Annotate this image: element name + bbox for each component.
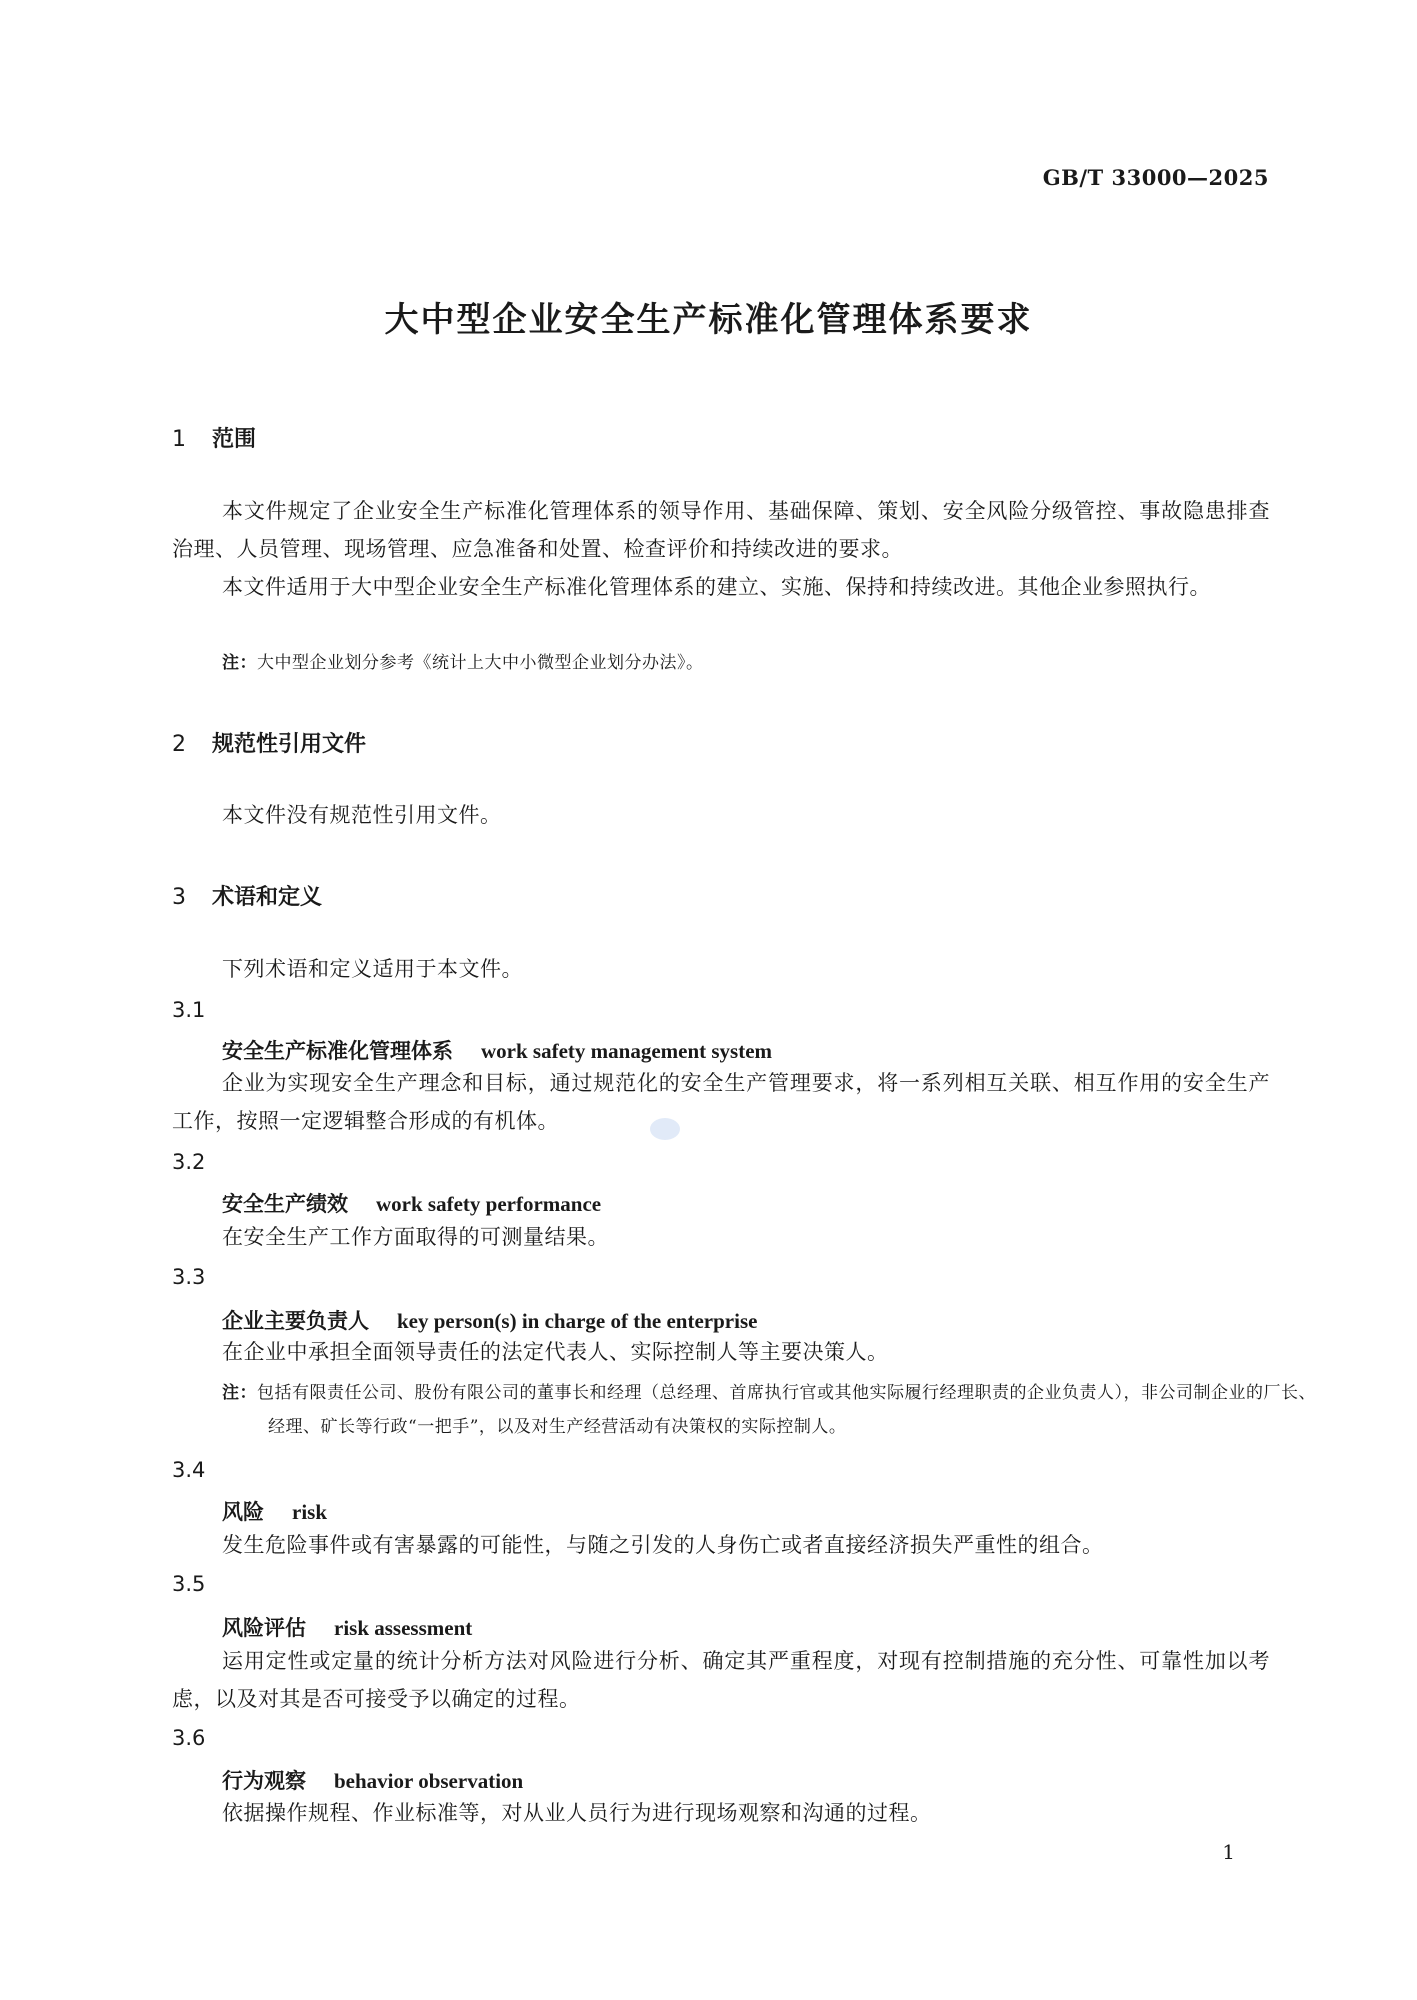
section-1-paragraph-1: 本文件规定了企业安全生产标准化管理体系的领导作用、基础保障、策划、安全风险分级管控、事故隐患排查治理、人员管理、现场管理、应急准备和处置、检查评价和持续改进的要求。 [172, 499, 1270, 561]
term-definition: 发生危险事件或有害暴露的可能性，与随之引发的人身伤亡或者直接经济损失严重性的组合。 [222, 1533, 1104, 1557]
section-title: 术语和定义 [212, 885, 323, 910]
term-number: 3.6 [172, 1726, 206, 1750]
term-english: key person(s) in charge of the enterprise [397, 1309, 758, 1333]
term-heading [222, 1765, 523, 1795]
term-definition: 在安全生产工作方面取得的可测量结果。 [222, 1225, 609, 1249]
section-2-paragraph: 本文件没有规范性引用文件。 [222, 803, 502, 827]
term-chinese: 安全生产绩效 [222, 1191, 348, 1216]
section-3-intro: 下列术语和定义适用于本文件。 [222, 957, 523, 981]
term-definition: 依据操作规程、作业标准等，对从业人员行为进行现场观察和沟通的过程。 [222, 1801, 932, 1825]
section-1-heading [172, 422, 256, 453]
term-chinese: 安全生产标准化管理体系 [222, 1038, 453, 1063]
term-definition: 企业为实现安全生产理念和目标，通过规范化的安全生产管理要求，将一系列相互关联、相互作用的安全生产工作，按照一定逻辑整合形成的有机体。 [172, 1071, 1270, 1133]
section-1-note [222, 646, 1272, 680]
section-2-heading [172, 727, 366, 758]
term-number: 3.4 [172, 1458, 206, 1482]
term-heading [222, 1035, 772, 1065]
note-text: 包括有限责任公司、股份有限公司的董事长和经理（总经理、首席执行官或其他实际履行经理职责的企业负责人），非公司制企业的厂长、经理、矿长等行政“一把手”，以及对生产经营活动有决策权的实际控制人。 [257, 1383, 1316, 1437]
section-number: 2 [172, 732, 186, 757]
standard-code: GB/T 33000—2025 [1042, 165, 1269, 190]
term-heading [222, 1612, 472, 1642]
document-title: 大中型企业安全生产标准化管理体系要求 [384, 300, 1033, 340]
term-heading [222, 1496, 327, 1526]
term-number: 3.2 [172, 1150, 206, 1174]
section-title: 规范性引用文件 [212, 732, 367, 757]
term-number: 3.5 [172, 1572, 206, 1596]
term-english: work safety management system [481, 1039, 773, 1063]
section-1-paragraph-2: 本文件适用于大中型企业安全生产标准化管理体系的建立、实施、保持和持续改进。其他企业参照执行。 [222, 575, 1211, 599]
term-english: risk [292, 1500, 328, 1524]
term-english: work safety performance [376, 1192, 602, 1216]
section-title: 范围 [212, 427, 257, 452]
note-label: 注： [222, 1383, 257, 1403]
note-label: 注： [222, 653, 257, 673]
term-heading [222, 1188, 601, 1218]
term-chinese: 企业主要负责人 [222, 1308, 369, 1333]
term-chinese: 风险 [222, 1499, 264, 1524]
term-number: 3.3 [172, 1265, 206, 1289]
term-note [222, 1376, 1318, 1444]
page-number: 1 [1222, 1840, 1235, 1864]
term-english: behavior observation [334, 1769, 524, 1793]
section-3-heading [172, 880, 322, 911]
term-definition: 运用定性或定量的统计分析方法对风险进行分析、确定其严重程度，对现有控制措施的充分性、可靠性加以考虑，以及对其是否可接受予以确定的过程。 [172, 1649, 1270, 1711]
note-text: 大中型企业划分参考《统计上大中小微型企业划分办法》。 [257, 653, 704, 673]
term-english: risk assessment [334, 1616, 473, 1640]
section-number: 1 [172, 427, 186, 452]
scan-artifact [650, 1118, 680, 1140]
term-number: 3.1 [172, 998, 206, 1022]
term-definition: 在企业中承担全面领导责任的法定代表人、实际控制人等主要决策人。 [222, 1340, 889, 1364]
term-chinese: 行为观察 [222, 1768, 306, 1793]
term-chinese: 风险评估 [222, 1615, 306, 1640]
section-number: 3 [172, 885, 186, 910]
term-heading [222, 1305, 757, 1335]
